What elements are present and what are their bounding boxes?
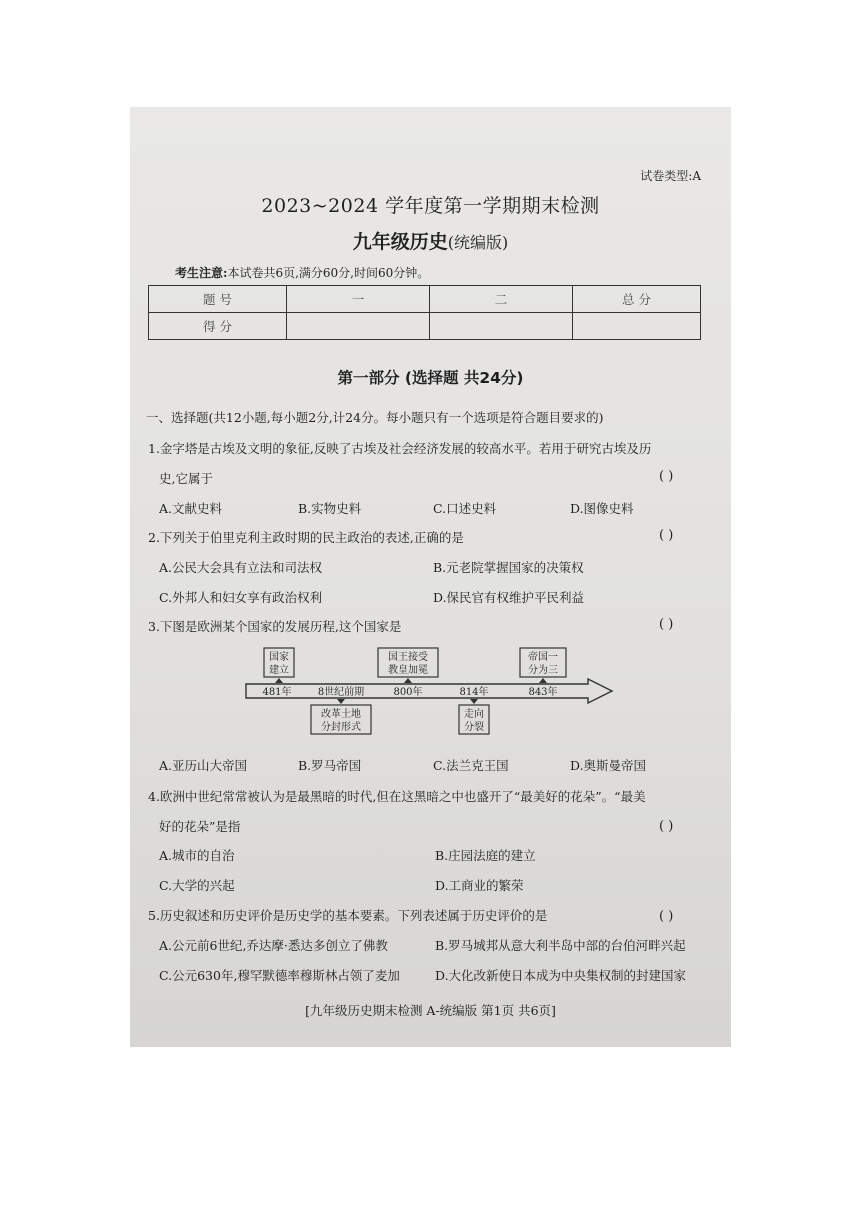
- option-c: C.外邦人和妇女享有政治权利: [159, 590, 323, 605]
- option-c: C.口述史料: [433, 501, 497, 516]
- question-4-line1: 4.欧洲中世纪常常被认为是最黑暗的时代,但在这黑暗之中也盛开了“最美好的花朵”。“最美: [148, 789, 646, 804]
- option-c: C.大学的兴起: [159, 878, 235, 893]
- event-label: 教皇加冕: [388, 665, 428, 676]
- event-marker: [539, 678, 547, 683]
- event-marker: [337, 699, 345, 704]
- option-b: B.实物史料: [298, 501, 362, 516]
- event-label: 帝国一: [528, 652, 558, 663]
- score-cell: 题 号: [149, 286, 287, 313]
- event-label: 国家: [269, 652, 289, 663]
- question-2-line1: 2.下列关于伯里克利主政时期的民主政治的表述,正确的是: [148, 530, 464, 545]
- event-label: 分裂: [464, 722, 484, 733]
- timeline-tick: 814年: [459, 687, 489, 698]
- question-4-line2: 好的花朵”是指: [159, 819, 241, 834]
- notice-label: 考生注意:: [175, 266, 228, 280]
- exam-paper: [130, 107, 731, 1047]
- exam-type-label: 试卷类型:A: [640, 169, 701, 183]
- option-b: B.元老院掌握国家的决策权: [433, 560, 584, 575]
- score-table-header-row: [149, 286, 701, 313]
- question-1-line1: 1.金字塔是古埃及文明的象征,反映了古埃及社会经济发展的较高水平。若用于研究古埃及历: [148, 441, 652, 456]
- answer-bracket: ( ): [659, 617, 674, 632]
- timeline-tick: 843年: [528, 687, 558, 698]
- score-cell: 二: [430, 286, 573, 313]
- score-table-score-row: [149, 313, 701, 340]
- page-footer: [九年级历史期末检测 A-统编版 第1页 共6页]: [305, 1003, 556, 1018]
- timeline-diagram: [240, 647, 620, 737]
- option-a: A.亚历山大帝国: [159, 758, 248, 773]
- notice-text: 本试卷共6页,满分60分,时间60分钟。: [227, 266, 430, 280]
- option-c: C.法兰克王国: [433, 758, 509, 773]
- edition-label: (统编版): [447, 233, 509, 252]
- score-cell: 总 分: [573, 286, 701, 313]
- event-label: 改革土地: [321, 709, 361, 720]
- timeline-tick: 800年: [393, 687, 423, 698]
- option-d: D.奥斯曼帝国: [570, 758, 647, 773]
- option-d: D.工商业的繁荣: [435, 878, 524, 893]
- option-a: A.公元前6世纪,乔达摩·悉达多创立了佛教: [159, 938, 388, 953]
- event-label: 走向: [464, 709, 484, 720]
- option-a: A.城市的自治: [159, 848, 235, 863]
- event-label: 国王接受: [388, 652, 428, 663]
- option-d: D.大化改新使日本成为中央集权制的封建国家: [435, 968, 687, 983]
- score-cell: 一: [287, 286, 430, 313]
- event-marker: [275, 678, 283, 683]
- timeline-tick: 8世纪前期: [317, 687, 365, 698]
- section-instructions: 一、选择题(共12小题,每小题2分,计24分。每小题只有一个选项是符合题目要求的): [146, 410, 604, 425]
- exam-title: 2023~2024 学年度第一学期期末检测: [261, 195, 600, 217]
- option-a: A.公民大会具有立法和司法权: [159, 560, 323, 575]
- score-input-cell[interactable]: [287, 313, 430, 340]
- question-3-line1: 3.下图是欧洲某个国家的发展历程,这个国家是: [148, 619, 402, 634]
- option-d: D.图像史料: [570, 501, 634, 516]
- option-d: D.保民官有权维护平民利益: [433, 590, 585, 605]
- option-b: B.罗马城邦从意大利半岛中部的台伯河畔兴起: [435, 938, 686, 953]
- score-input-cell[interactable]: [573, 313, 701, 340]
- option-c: C.公元630年,穆罕默德率穆斯林占领了麦加: [159, 968, 400, 983]
- option-b: B.罗马帝国: [298, 758, 362, 773]
- event-marker: [404, 678, 412, 683]
- question-1-line2: 史,它属于: [159, 471, 213, 486]
- question-5-line1: 5.历史叙述和历史评价是历史学的基本要素。下列表述属于历史评价的是: [148, 908, 548, 923]
- event-label: 建立: [269, 665, 289, 676]
- answer-bracket: ( ): [659, 909, 674, 924]
- answer-bracket: ( ): [659, 528, 674, 543]
- event-marker: [470, 699, 478, 704]
- answer-bracket: ( ): [659, 469, 674, 484]
- exam-subtitle: [130, 227, 731, 254]
- option-b: B.庄园法庭的建立: [435, 848, 536, 863]
- exam-notice: [175, 264, 429, 281]
- score-table: [148, 285, 701, 340]
- score-input-cell[interactable]: [430, 313, 573, 340]
- answer-bracket: ( ): [659, 819, 674, 834]
- subject-name: 九年级历史: [352, 231, 448, 253]
- event-label: 分为三: [528, 665, 558, 676]
- score-cell: 得 分: [149, 313, 287, 340]
- timeline-tick: 481年: [262, 687, 292, 698]
- part-title: 第一部分 (选择题 共24分): [337, 369, 524, 387]
- event-label: 分封形式: [321, 722, 361, 733]
- option-a: A.文献史料: [159, 501, 223, 516]
